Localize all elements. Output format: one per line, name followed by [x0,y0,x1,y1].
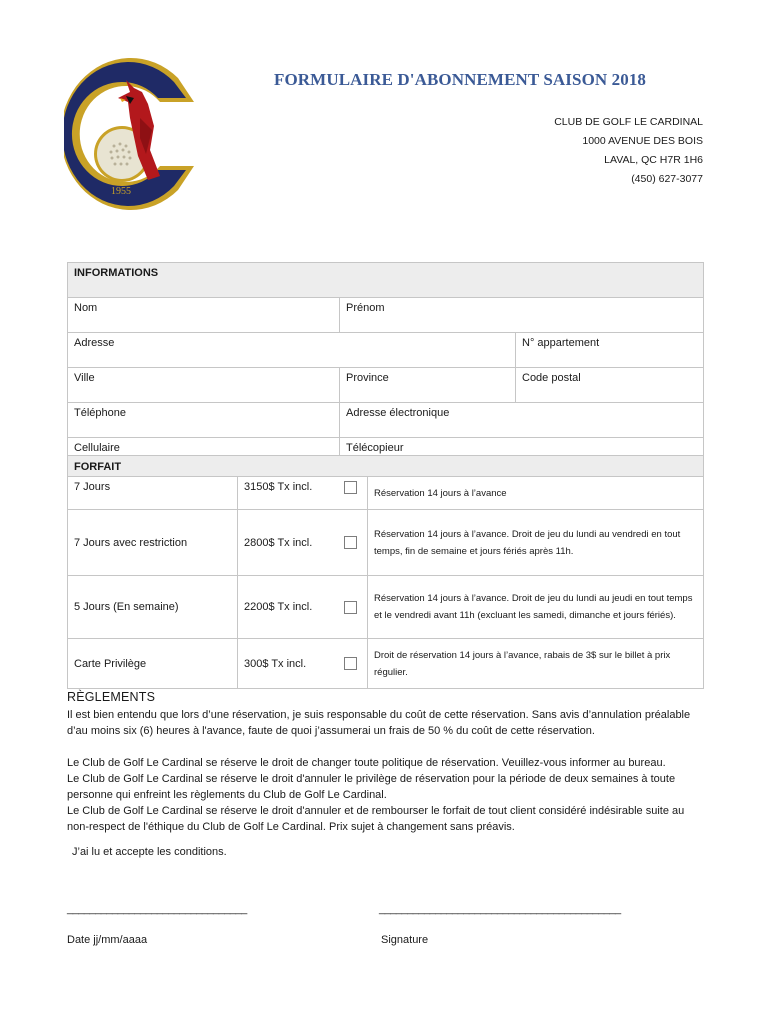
forfait-checkbox-5-jours[interactable] [344,601,357,614]
forfait-name: Carte Privilège [68,639,238,689]
forfait-checkbox-carte-privilege[interactable] [344,657,357,670]
field-courriel[interactable] [340,403,704,438]
form-title: FORMULAIRE D'ABONNEMENT SAISON 2018 [273,70,647,89]
forfait-price: 300$ Tx incl. [238,639,328,689]
forfait-desc: Droit de réservation 14 jours à l’avance, rabais de 3$ sur le billet à prix régulier. [368,639,704,689]
label-courriel: Adresse électronique [346,407,450,419]
address-line-street: 1000 AVENUE DES BOIS [582,135,703,147]
signature-label: Signature [381,934,429,946]
address-line-name: CLUB DE GOLF LE CARDINAL [554,116,703,128]
address-line-phone: (450) 627-3077 [631,173,703,185]
forfait-name: 5 Jours (En semaine) [68,576,238,639]
club-address [554,113,703,189]
label-province: Province [346,372,389,384]
label-cellulaire: Cellulaire [74,442,120,454]
informations-table [67,262,704,473]
forfait-desc: Réservation 14 jours à l’avance [368,477,704,510]
label-telecopieur: Télécopieur [346,442,404,454]
forfait-checkbox-7-jours[interactable] [344,481,357,494]
label-telephone: Téléphone [74,407,126,419]
date-line[interactable]: ________________________________ [67,903,247,915]
field-prenom[interactable] [340,298,704,333]
signature-line[interactable]: ___________________________________________ [379,903,621,915]
logo-year: 1955 [111,186,131,197]
acceptance-text: J’ai lu et accepte les conditions. [72,846,227,858]
field-telephone[interactable] [68,403,340,438]
field-adresse[interactable] [68,333,516,368]
section-forfait: FORFAIT [68,456,704,477]
label-nom: Nom [74,302,98,314]
field-province[interactable] [340,368,516,403]
forfait-price: 3150$ Tx incl. [238,477,328,510]
forfait-name: 7 Jours avec restriction [68,510,238,576]
forfait-desc: Réservation 14 jours à l’avance. Droit de jeu du lundi au jeudi en tout temps et le vendredi avant 11h (excluant les samedi, dimanche et jours fériés). [368,576,704,639]
label-appartement: N° appartement [522,337,600,349]
reglements-p1: Il est bien entendu que lors d’une réservation, je suis responsable du coût de cette réservation. Sans avis d’annulation préalable d’au moins six (6) heures à l'avance, faute de quoi j’assumerai un frais de 50 % du coût de cette réservation. [67,709,691,737]
reglements-p3: Le Club de Golf Le Cardinal se réserve le droit d'annuler le privilège de réservation pour la période de deux semaines à toute personne qui enfreint les règlements du Club de Golf Le Cardinal. [67,773,676,801]
address-line-city: LAVAL, QC H7R 1H6 [604,154,703,166]
field-nom[interactable] [68,298,340,333]
reglements-p4: Le Club de Golf Le Cardinal se réserve le droit d'annuler et de rembourser le forfait de tout client considéré indésirable suite au non-respect de l'éthique du Club de Golf Le Cardinal. Prix sujet à changement sans préavis. [67,805,685,833]
field-ville[interactable] [68,368,340,403]
field-code-postal[interactable] [516,368,704,403]
field-appartement[interactable] [516,333,704,368]
forfait-table [67,455,704,689]
forfait-row [68,477,704,510]
reglements-title: RÈGLEMENTS [67,690,156,704]
forfait-price: 2200$ Tx incl. [238,576,328,639]
section-informations: INFORMATIONS [68,263,704,298]
label-ville: Ville [74,372,95,384]
date-label: Date jj/mm/aaaa [67,934,148,946]
label-code-postal: Code postal [522,372,581,384]
label-prenom: Prénom [346,302,385,314]
forfait-row [68,639,704,689]
forfait-desc: Réservation 14 jours à l’avance. Droit de jeu du lundi au vendredi en tout temps, fin de semaine et jours fériés après 11h. [368,510,704,576]
forfait-row [68,510,704,576]
forfait-checkbox-7-jours-restriction[interactable] [344,536,357,549]
label-adresse: Adresse [74,337,115,349]
reglements-text [67,707,707,835]
forfait-name: 7 Jours [68,477,238,510]
reglements-p2: Le Club de Golf Le Cardinal se réserve le droit de changer toute politique de réservation. Veuillez-vous informer au bureau. [67,757,666,769]
club-logo [64,58,198,210]
forfait-price: 2800$ Tx incl. [238,510,328,576]
forfait-row [68,576,704,639]
